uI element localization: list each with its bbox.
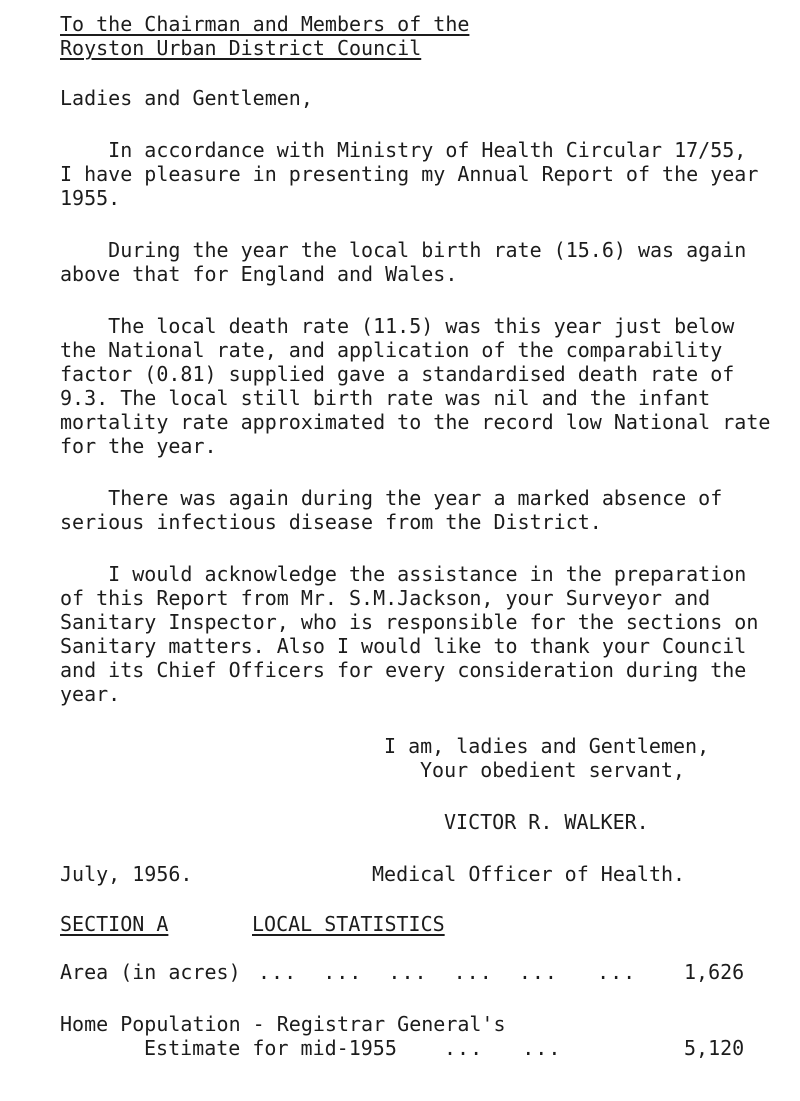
stat-label-population: Home Population - Registrar General's (60, 1012, 506, 1036)
section-title: LOCAL STATISTICS (252, 912, 445, 936)
paragraph-line: and its Chief Officers for every consideration during the (60, 658, 747, 682)
paragraph-line: 9.3. The local still birth rate was nil and the infant (60, 386, 711, 410)
paragraph-line: for the year. (60, 434, 217, 458)
paragraph-line: above that for England and Wales. (60, 262, 458, 286)
paragraph-line: Sanitary matters. Also I would like to thank your Council (60, 634, 747, 658)
paragraph-line: of this Report from Mr. S.M.Jackson, your Surveyor and (60, 586, 711, 610)
stat-label-population-2: Estimate for mid-1955 (144, 1036, 397, 1060)
letter-date: July, 1956. (60, 862, 193, 886)
paragraph-line: mortality rate approximated to the record low National rate (60, 410, 771, 434)
paragraph-line: year. (60, 682, 121, 706)
paragraph-line: The local death rate (11.5) was this year just below (60, 314, 735, 338)
closing-line-2: Your obedient servant, (420, 758, 685, 782)
leader-dots: ... ... ... ... ... ... (258, 960, 637, 984)
paragraph-line: 1955. (60, 186, 121, 210)
stat-value-area: 1,626 (684, 960, 745, 984)
paragraph-line: the National rate, and application of the comparability (60, 338, 723, 362)
signature: VICTOR R. WALKER. (444, 810, 649, 834)
paragraph-line: factor (0.81) supplied gave a standardised death rate of (60, 362, 735, 386)
leader-dots: ... ... (444, 1036, 562, 1060)
signatory-title: Medical Officer of Health. (372, 862, 686, 886)
section-label: SECTION A (60, 912, 169, 936)
paragraph-line: Sanitary Inspector, who is responsible for the sections on (60, 610, 759, 634)
paragraph-line: There was again during the year a marked absence of (60, 486, 723, 510)
stat-value-population: 5,120 (684, 1036, 745, 1060)
paragraph-line: I have pleasure in presenting my Annual Report of the year (60, 162, 759, 186)
address-line-1: To the Chairman and Members of the (60, 12, 470, 36)
closing-line-1: I am, ladies and Gentlemen, (384, 734, 710, 758)
salutation: Ladies and Gentlemen, (60, 86, 313, 110)
paragraph-line: I would acknowledge the assistance in the preparation (60, 562, 747, 586)
paragraph-line: In accordance with Ministry of Health Circular 17/55, (60, 138, 747, 162)
paragraph-line: serious infectious disease from the District. (60, 510, 602, 534)
address-line-2: Royston Urban District Council (60, 36, 422, 60)
paragraph-line: During the year the local birth rate (15.6) was again (60, 238, 747, 262)
stat-label-area: Area (in acres) (60, 960, 241, 984)
